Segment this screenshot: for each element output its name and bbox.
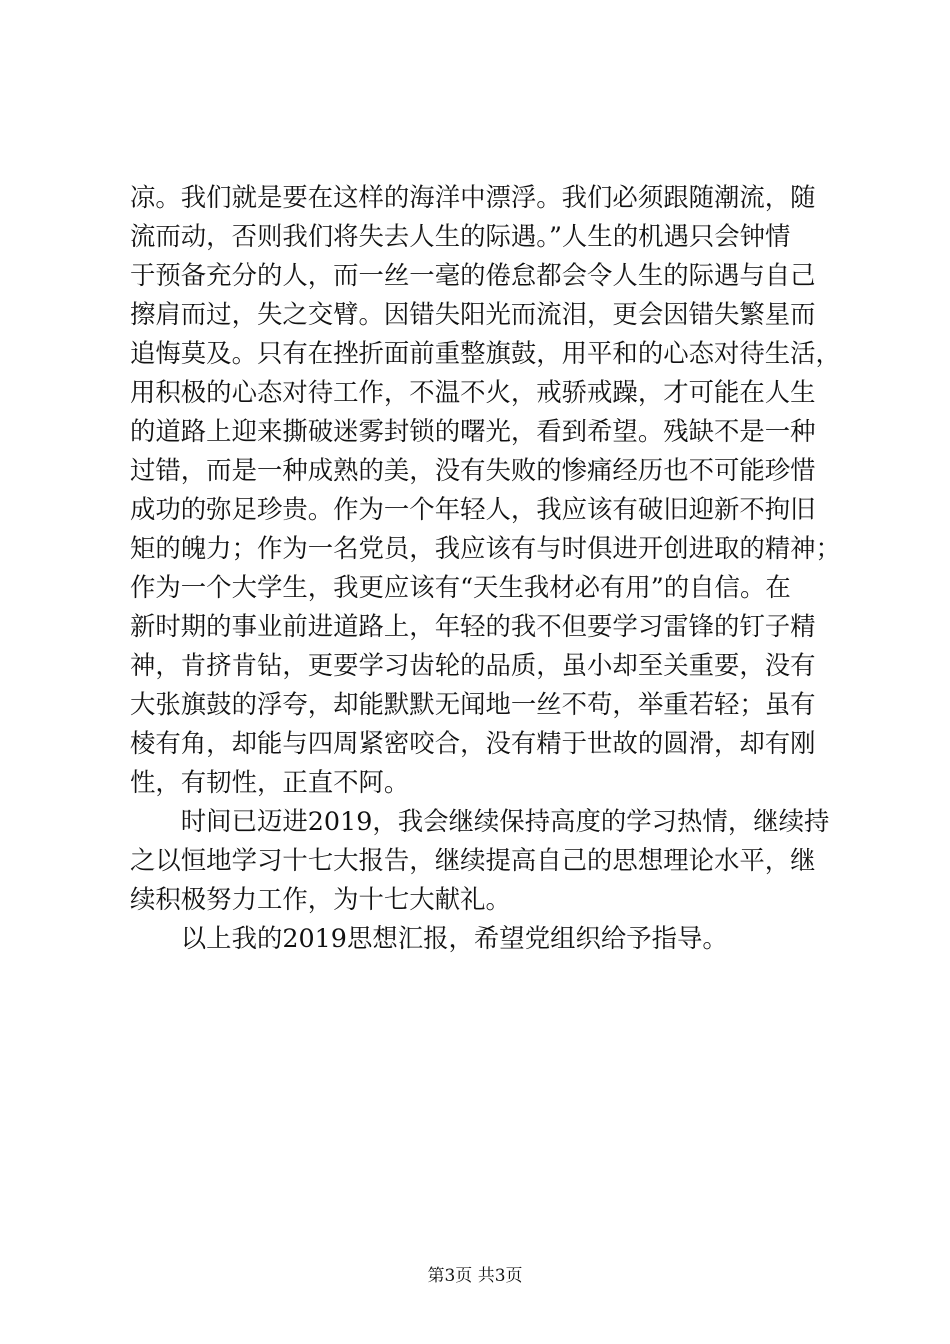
page-number-footer: 第3页 共3页 (427, 1266, 523, 1286)
text-line: 凉。我们就是要在这样的海洋中漂浮。我们必须跟随潮流，随 (130, 182, 816, 212)
text-line: 矩的魄力；作为一名党员，我应该有与时俱进开创进取的精神； (130, 533, 841, 563)
text-line: 于预备充分的人，而一丝一毫的倦怠都会令人生的际遇与自己 (130, 260, 816, 290)
text-line: 棱有角，却能与四周紧密咬合，没有精于世故的圆滑，却有刚 (130, 728, 816, 758)
text-line: 大张旗鼓的浮夸，却能默默无闻地一丝不苟，举重若轻；虽有 (130, 689, 816, 719)
body-text (130, 178, 841, 958)
text-line: 续积极努力工作，为十七大献礼。 (130, 884, 511, 914)
text-line: 作为一个大学生，我更应该有“天生我材必有用”的自信。在 (130, 572, 791, 602)
text-line: 过错，而是一种成熟的美，没有失败的惨痛经历也不可能珍惜 (130, 455, 816, 485)
text-line: 成功的弥足珍贵。作为一个年轻人，我应该有破旧迎新不拘旧 (130, 494, 816, 524)
text-line: 用积极的心态对待工作，不温不火，戒骄戒躁，才可能在人生 (130, 377, 816, 407)
text-line: 之以恒地学习十七大报告，继续提高自己的思想理论水平，继 (130, 845, 816, 875)
text-line: 追悔莫及。只有在挫折面前重整旗鼓，用平和的心态对待生活， (130, 338, 841, 368)
text-line: 流而动，否则我们将失去人生的际遇。”人生的机遇只会钟情 (130, 221, 791, 251)
text-line: 以上我的2019思想汇报，希望党组织给予指导。 (130, 923, 728, 953)
text-line: 的道路上迎来撕破迷雾封锁的曙光，看到希望。残缺不是一种 (130, 416, 816, 446)
text-line: 擦肩而过，失之交臂。因错失阳光而流泪，更会因错失繁星而 (130, 299, 816, 329)
text-line: 时间已迈进2019，我会继续保持高度的学习热情，继续持 (130, 806, 830, 836)
text-line: 神，肯挤肯钻，更要学习齿轮的品质，虽小却至关重要，没有 (130, 650, 816, 680)
text-line: 新时期的事业前进道路上，年轻的我不但要学习雷锋的钉子精 (130, 611, 816, 641)
text-line: 性，有韧性，正直不阿。 (130, 767, 410, 797)
